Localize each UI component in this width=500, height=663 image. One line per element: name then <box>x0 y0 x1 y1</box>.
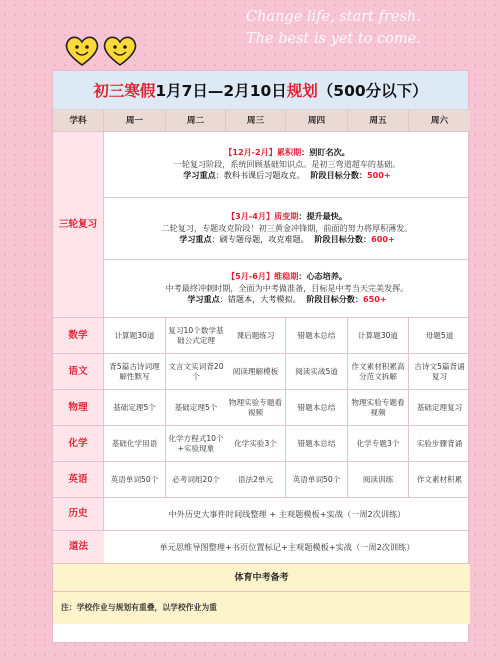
target-value: 500+ <box>367 170 391 181</box>
header-subject: 学科 <box>53 110 104 132</box>
politics-plan: 单元思维导图整理+书页位置标记+主观题模板+实战（一周2次训练） <box>104 531 470 564</box>
title-part-1: 初三寒假 <box>93 82 156 100</box>
phase-desc: 一轮复习阶段，系统回顾基础知识点。是初三弯道超车的基础。 <box>173 158 401 169</box>
target-value: 600+ <box>371 234 395 245</box>
focus-label: 学习重点 <box>179 234 212 245</box>
focus-text: ：教科书课后习题攻克。 <box>215 170 305 181</box>
task-cell: 错题本总结 <box>286 390 348 426</box>
title-part-3: 规划 <box>286 82 318 100</box>
subject-label: 历史 <box>53 498 104 531</box>
subject-label: 语文 <box>53 354 104 390</box>
phase-motto: 别盯名次。 <box>309 147 350 158</box>
task-cell: 计算题30道 <box>348 318 409 354</box>
task-cell: 语法2单元 <box>226 462 286 498</box>
phase-sep: ： <box>298 271 307 282</box>
phase-period: 【3月-4月】 <box>227 211 275 222</box>
task-cell: 错题本总结 <box>286 426 348 462</box>
task-cell: 阅读训练 <box>348 462 409 498</box>
phase-sep: ： <box>301 147 310 158</box>
task-cell: 必考词组20个 <box>166 462 226 498</box>
title-part-4: （500分以下） <box>317 82 428 100</box>
header-day: 周六 <box>409 110 470 132</box>
task-cell: 基础定理5个 <box>104 390 166 426</box>
task-cell: 错题本总结 <box>286 318 348 354</box>
task-cell: 物理实验专题看视频 <box>348 390 409 426</box>
task-cell: 复习10个数学基础公式定理 <box>166 318 226 354</box>
phase-block <box>104 132 470 198</box>
header-day: 周二 <box>166 110 226 132</box>
slogan-line-2: The best is yet to come. <box>246 31 421 47</box>
task-cell: 英语单词50个 <box>104 462 166 498</box>
task-cell: 基础定理5个 <box>166 390 226 426</box>
focus-text: ：刷专题母题，攻克难题。 <box>211 234 309 245</box>
task-cell: 阅读实战5道 <box>286 354 348 390</box>
task-cell: 阅读理解模板 <box>226 354 286 390</box>
target-label: 阶段目标分数： <box>314 234 372 245</box>
phase-block <box>104 198 470 260</box>
phase-block <box>104 260 470 318</box>
task-cell: 作文素材积累 <box>409 462 470 498</box>
target-label: 阶段目标分数： <box>306 294 363 305</box>
phase-name: 累积期 <box>276 147 302 158</box>
header-day: 周四 <box>286 110 348 132</box>
phase-desc: 二轮复习，专题攻克阶段！初三黄金冲锋期，前面的努力将厚积薄发。 <box>161 222 413 233</box>
phase-name: 维稳期 <box>274 271 299 282</box>
subject-label: 物理 <box>53 390 104 426</box>
history-plan: 中外历史大事件时间线整理 + 主观题模板+实战（一周2次训练） <box>104 498 470 531</box>
phase-sep: ： <box>298 211 307 222</box>
task-cell: 化学专题3个 <box>348 426 409 462</box>
task-cell: 计算题30道 <box>104 318 166 354</box>
task-cell: 实验步骤背诵 <box>409 426 470 462</box>
task-cell: 背5篇古诗词理解性默写 <box>104 354 166 390</box>
subject-label: 英语 <box>53 462 104 498</box>
phase-period: 【5月-6月】 <box>227 271 275 282</box>
task-cell: 古诗文5篇背诵复习 <box>409 354 470 390</box>
task-cell: 化学实验3个 <box>226 426 286 462</box>
focus-text: ：错题本，大考模拟。 <box>219 294 301 305</box>
review-label: 三轮复习 <box>53 132 104 318</box>
footer-note: 注：学校作业与规划有重叠，以学校作业为重 <box>53 592 470 624</box>
task-cell: 课后题练习 <box>226 318 286 354</box>
task-cell: 作文素材积累高分范文拆解 <box>348 354 409 390</box>
target-label: 阶段目标分数： <box>310 170 368 181</box>
task-cell: 基础定理复习 <box>409 390 470 426</box>
smiley-hearts-icon <box>62 33 142 67</box>
phase-period: 【12月-2月】 <box>224 147 277 158</box>
header-day: 周一 <box>104 110 166 132</box>
title-part-2: 1月7日—2月10日 <box>155 82 287 100</box>
phase-name: 质变期 <box>274 211 299 222</box>
task-cell: 基础化学用语 <box>104 426 166 462</box>
slogan <box>246 6 486 50</box>
subject-label: 化学 <box>53 426 104 462</box>
subject-label: 道法 <box>53 531 104 564</box>
focus-label: 学习重点 <box>187 294 220 305</box>
header-day: 周五 <box>348 110 409 132</box>
subject-label: 数学 <box>53 318 104 354</box>
target-value: 650+ <box>362 294 387 305</box>
task-cell: 文言文实词背20个 <box>166 354 226 390</box>
focus-label: 学习重点 <box>183 170 216 181</box>
pe-section-title: 体育中考备考 <box>53 564 470 592</box>
header-day: 周三 <box>226 110 286 132</box>
task-cell: 化学方程式10个+实验现象 <box>166 426 226 462</box>
plan-card <box>52 70 469 643</box>
task-cell: 英语单词50个 <box>286 462 348 498</box>
phase-desc: 中考最终冲刺时期，全面为中考做准备，目标是中考当天完美发挥。 <box>165 282 409 293</box>
slogan-line-1: Change life, start fresh. <box>246 9 421 25</box>
task-cell: 物理实验专题看视频 <box>226 390 286 426</box>
schedule-table <box>53 110 468 624</box>
task-cell: 母题5道 <box>409 318 470 354</box>
phase-motto: 提升最快。 <box>306 211 347 222</box>
page-title <box>53 71 468 110</box>
phase-motto: 心态培养。 <box>306 271 347 282</box>
